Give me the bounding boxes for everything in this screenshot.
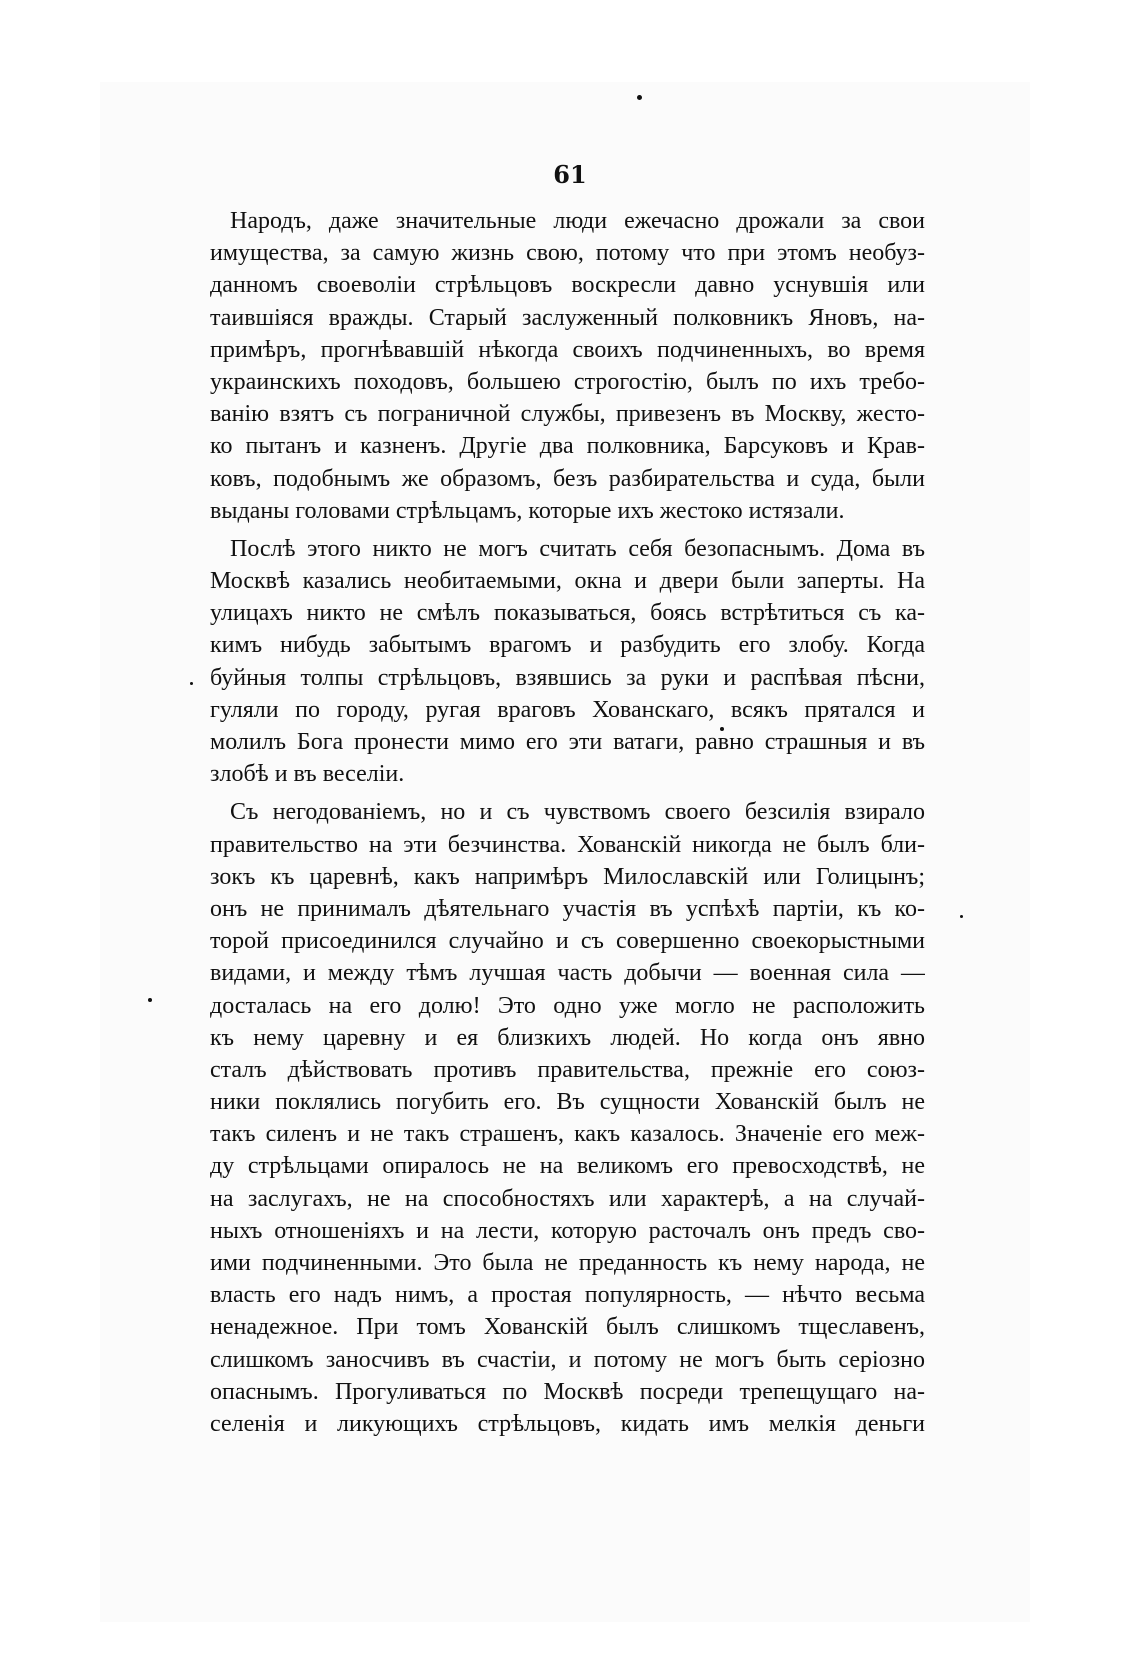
text-line: ванію взятъ съ пограничной службы, привезенъ въ Москву, жесто-: [210, 401, 925, 428]
text-line: имущества, за самую жизнь свою, потому что при этомъ необуз-: [210, 240, 925, 267]
body-text: [210, 205, 925, 1440]
text-line: улицахъ никто не смѣлъ показываться, боясь встрѣтиться съ ка-: [210, 600, 925, 627]
text-line: Москвѣ казались необитаемыми, окна и двери были заперты. На: [210, 568, 925, 595]
text-line: Народъ, даже значительные люди ежечасно дрожали за свои: [230, 208, 925, 234]
text-line: молилъ Бога пронести мимо его эти ватаги, равно страшныя и въ: [210, 729, 925, 755]
text-line: Съ негодованіемъ, но и съ чувствомъ своего безсилія взирало: [230, 799, 925, 826]
text-line: досталась на его долю! Это одно уже могло не расположить: [210, 992, 925, 1019]
text-line: ники поклялись погубить его. Въ сущности Хованскій былъ не: [210, 1089, 925, 1116]
text-line: селенія и ликующихъ стрѣльцовъ, кидать имъ мелкія деньги: [210, 1410, 925, 1437]
text-line: видами, и между тѣмъ лучшая часть добычи — военная сила —: [210, 960, 925, 987]
text-line: онъ не принималъ дѣятельнаго участія въ успѣхѣ партіи, къ ко-: [210, 895, 925, 922]
text-line: къ нему царевну и ея близкихъ людей. Но когда онъ явно: [210, 1024, 925, 1051]
text-line: ковъ, подобнымъ же образомъ, безъ разбирательства и суда, были: [210, 465, 925, 492]
ink-speck: [637, 95, 642, 100]
text-line: ду стрѣльцами опиралось не на великомъ его превосходствѣ, не: [210, 1153, 925, 1180]
text-line: ненадежное. При томъ Хованскій былъ слишкомъ тщеславенъ,: [210, 1314, 925, 1341]
ink-speck: [960, 915, 963, 918]
text-line: на заслугахъ, не на способностяхъ или характерѣ, а на случай-: [210, 1185, 925, 1212]
text-line: кимъ нибудь забытымъ врагомъ и разбудить его злобу. Когда: [210, 632, 925, 659]
ink-speck: [148, 998, 152, 1002]
text-line: данномъ своеволіи стрѣльцовъ воскресли давно уснувшія или: [210, 272, 925, 299]
text-line: украинскихъ походовъ, большею строгостію, былъ по ихъ требо-: [210, 368, 925, 395]
page-number: 61: [553, 160, 587, 189]
text-line: ныхъ отношеніяхъ и на лести, которую расточалъ онъ предъ сво-: [210, 1217, 925, 1244]
paragraph: [210, 205, 925, 527]
text-line: правительство на эти безчинства. Хованскій никогда не былъ бли-: [210, 831, 925, 858]
paragraph: [210, 796, 925, 1440]
text-line: выданы головами стрѣльцамъ, которые ихъ жестоко истязали.: [210, 497, 845, 524]
text-line: слишкомъ заносчивъ въ счастіи, и потому не могъ быть серіозно: [210, 1346, 925, 1373]
text-line: опаснымъ. Прогуливаться по Москвѣ посреди трепещущаго на-: [210, 1378, 925, 1405]
text-line: примѣръ, прогнѣвавшій нѣкогда своихъ подчиненныхъ, во время: [210, 336, 925, 363]
text-line: таившіяся вражды. Старый заслуженный полковникъ Яновъ, на-: [210, 304, 925, 331]
text-line: ко пытанъ и казненъ. Другіе два полковника, Барсуковъ и Крав-: [210, 433, 925, 460]
text-line: ими подчиненными. Это была не преданность къ нему народа, не: [210, 1250, 925, 1276]
text-line: злобѣ и въ веселіи.: [210, 761, 405, 788]
text-line: гуляли по городу, ругая враговъ Хованскаго, всякъ прятался и: [210, 696, 925, 723]
text-line: Послѣ этого никто не могъ считать себя безопаснымъ. Дома въ: [230, 535, 925, 562]
text-line: торой присоединился случайно и съ совершенно своекорыстными: [210, 928, 925, 955]
text-line: сталъ дѣйствовать противъ правительства, прежніе его союз-: [210, 1056, 925, 1083]
text-line: буйныя толпы стрѣльцовъ, взявшись за руки и распѣвая пѣсни,: [210, 664, 925, 691]
text-line: такъ силенъ и не такъ страшенъ, какъ казалось. Значеніе его меж-: [210, 1121, 925, 1148]
paragraph: [210, 533, 925, 791]
text-line: власть его надъ нимъ, а простая популярность, — нѣчто весьма: [210, 1282, 925, 1309]
text-line: зокъ къ царевнѣ, какъ напримѣръ Милославскій или Голицынъ;: [210, 863, 925, 890]
ink-speck: [190, 682, 193, 685]
